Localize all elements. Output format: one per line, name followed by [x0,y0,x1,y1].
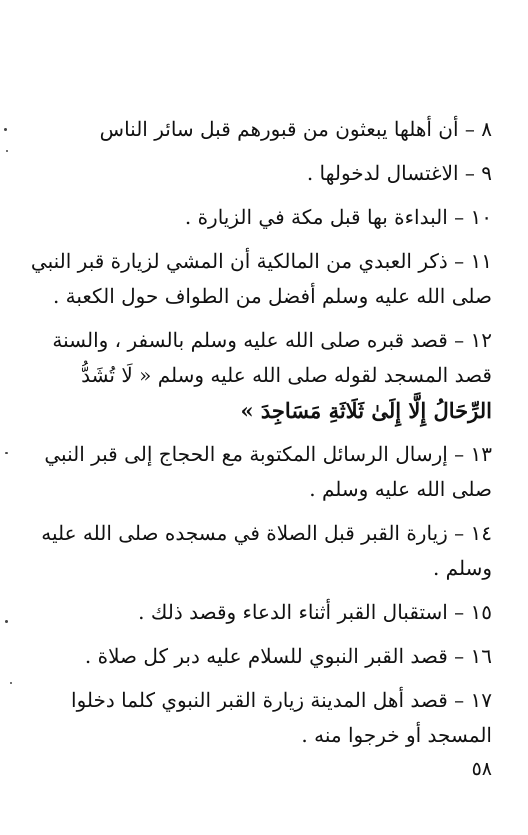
list-item-line: ١٧ – قصد أهل المدينة زيارة القبر النبوي كلما دخلوا [71,688,492,712]
page-body [30,112,492,762]
list-item-line: ١٤ – زيارة القبر قبل الصلاة في مسجده صلى الله عليه [41,521,492,545]
list-item-line: ١٢ – قصد قبره صلى الله عليه وسلم بالسفر ، والسنة [52,328,492,352]
hadith-quote: الرِّحَالُ إِلَّا إِلَىٰ ثَلَاثَةِ مَسَاجِدَ » [240,398,492,423]
list-item-line: قصد المسجد لقوله صلى الله عليه وسلم « لَا تُشَدُّ [81,363,492,387]
list-item-16 [62,639,492,674]
list-item-line: ١٠ – البداءة بها قبل مكة في الزيارة . [184,205,492,229]
list-item-10 [62,200,492,235]
list-item-line: ١٣ – إرسال الرسائل المكتوبة مع الحجاج إلى قبر النبي [44,442,492,466]
list-item-line: ١٥ – استقبال القبر أثناء الدعاء وقصد ذلك . [138,600,492,624]
list-item-line: ٨ – أن أهلها يبعثون من قبورهم قبل سائر الناس [99,117,492,141]
list-item-11 [30,244,492,314]
list-item-line: صلى الله عليه وسلم أفضل من الطواف حول الكعبة . [52,284,492,308]
list-item-9 [62,156,492,191]
scan-speck [5,452,8,454]
list-item-line: ٩ – الاغتسال لدخولها . [306,161,492,185]
scan-speck [10,682,12,684]
list-item-17 [62,683,492,753]
scan-speck [5,620,8,623]
list-item-14 [41,516,492,586]
list-item-8 [62,112,492,147]
list-item-line: صلى الله عليه وسلم . [309,477,492,501]
scan-speck [4,128,7,131]
list-item-line: المسجد أو خرجوا منه . [301,723,492,747]
list-item-line: ١١ – ذكر العبدي من المالكية أن المشي لزيارة قبر النبي [30,249,492,273]
scan-speck [6,150,8,152]
list-item-15 [62,595,492,630]
list-item-13 [44,437,492,507]
list-item-line: وسلم . [432,556,492,580]
list-item-line: ١٦ – قصد القبر النبوي للسلام عليه دبر كل صلاة . [84,644,492,668]
list-item-12 [52,323,492,428]
page-number: ٥٨ [471,758,492,780]
